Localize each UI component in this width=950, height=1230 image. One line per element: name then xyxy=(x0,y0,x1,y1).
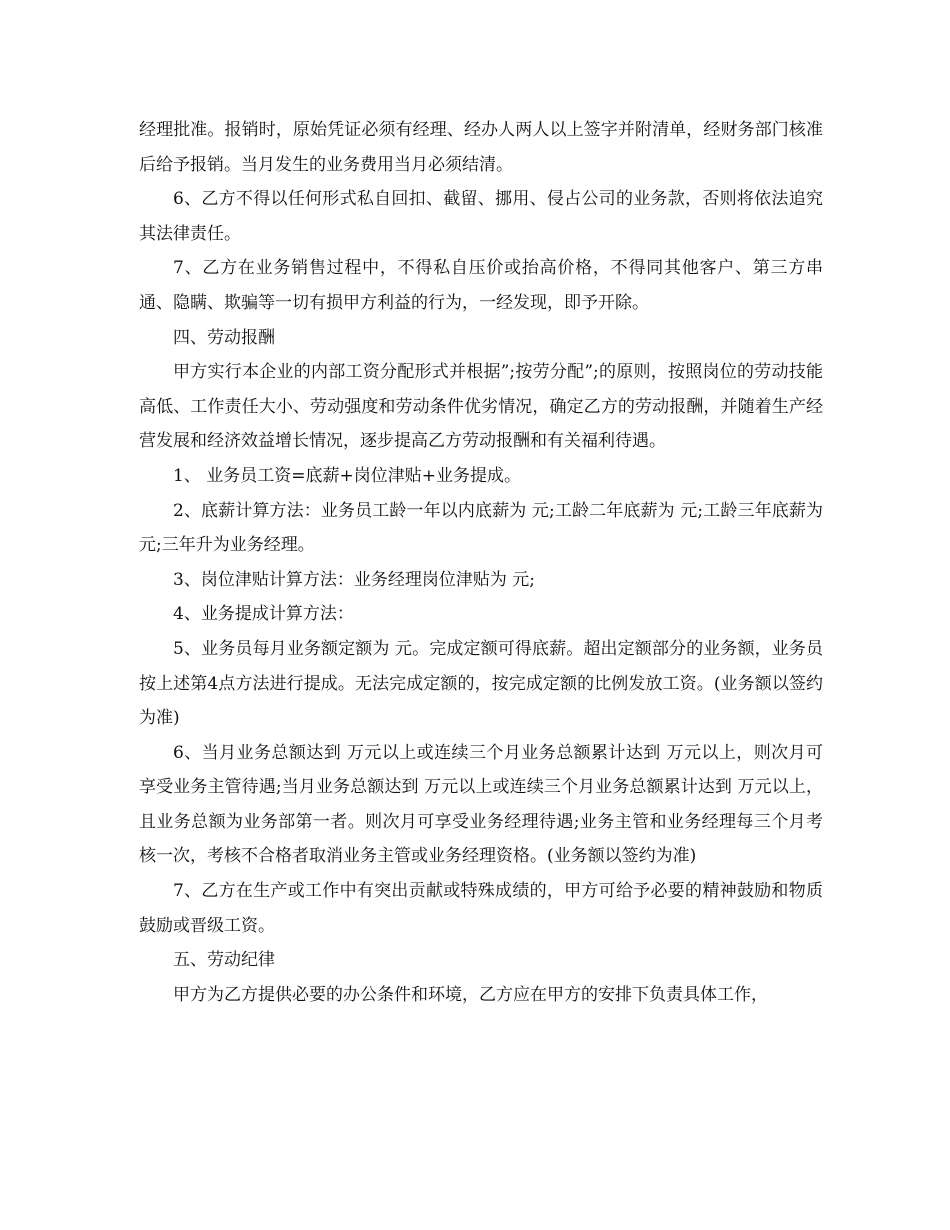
paragraph-base-salary: 2、底薪计算方法：业务员工龄一年以内底薪为 元;工龄二年底薪为 元;工龄三年底薪为 元;三年升为业务经理。 xyxy=(139,500,823,556)
document-body xyxy=(139,113,823,1012)
paragraph-reimbursement-approval: 经理批准。报销时，原始凭证必须有经理、经办人两人以上签字并附清单，经财务部门核准后给予报销。当月发生的业务费用当月必须结清。 xyxy=(139,120,823,175)
paragraph-salary-formula: 1、 业务员工资=底薪+岗位津贴+业务提成。 xyxy=(173,465,521,486)
section-heading-labor-discipline: 五、劳动纪律 xyxy=(173,950,275,971)
paragraph-rewards: 7、乙方在生产或工作中有突出贡献或特殊成绩的，甲方可给予必要的精神鼓励和物质鼓励或晋级工资。 xyxy=(139,881,823,936)
section-heading-remuneration: 四、劳动报酬 xyxy=(173,327,275,348)
paragraph-clause-7-pricing: 7、乙方在业务销售过程中，不得私自压价或抬高价格，不得同其他客户、第三方串通、隐瞒、欺骗等一切有损甲方利益的行为，一经发现，即予开除。 xyxy=(139,258,823,313)
paragraph-clause-6-kickback: 6、乙方不得以任何形式私自回扣、截留、挪用、侵占公司的业务款，否则将依法追究其法律责任。 xyxy=(139,189,823,244)
paragraph-working-conditions: 甲方为乙方提供必要的办公条件和环境，乙方应在甲方的安排下负责具体工作， xyxy=(173,984,768,1005)
paragraph-position-allowance: 3、岗位津贴计算方法：业务经理岗位津贴为 元; xyxy=(173,569,535,590)
paragraph-remuneration-principle: 甲方实行本企业的内部工资分配形式并根据”;按劳分配”;的原则，按照岗位的劳动技能高低、工作责任大小、劳动强度和劳动条件优劣情况，确定乙方的劳动报酬，并随着生产经营发展和经济效益增长情况，逐步提高乙方劳动报酬和有关福利待遇。 xyxy=(139,362,823,452)
paragraph-monthly-quota: 5、业务员每月业务额定额为 元。完成定额可得底薪。超出定额部分的业务额，业务员按上述第4点方法进行提成。无法完成定额的，按完成定额的比例发放工资。(业务额以签约为准) xyxy=(139,638,823,729)
paragraph-promotion-rules: 6、当月业务总额达到 万元以上或连续三个月业务总额累计达到 万元以上，则次月可享受业务主管待遇;当月业务总额达到 万元以上或连续三个月业务总额累计达到 万元以上，且业务总额为业务部第一者。则次月可享受业务经理待遇;业务主管和业务经理每三个月考核一次，考核不合格者取消业务主管或业务经理资格。(业务额以签约为准) xyxy=(139,742,823,867)
paragraph-commission-method: 4、业务提成计算方法： xyxy=(173,604,354,625)
